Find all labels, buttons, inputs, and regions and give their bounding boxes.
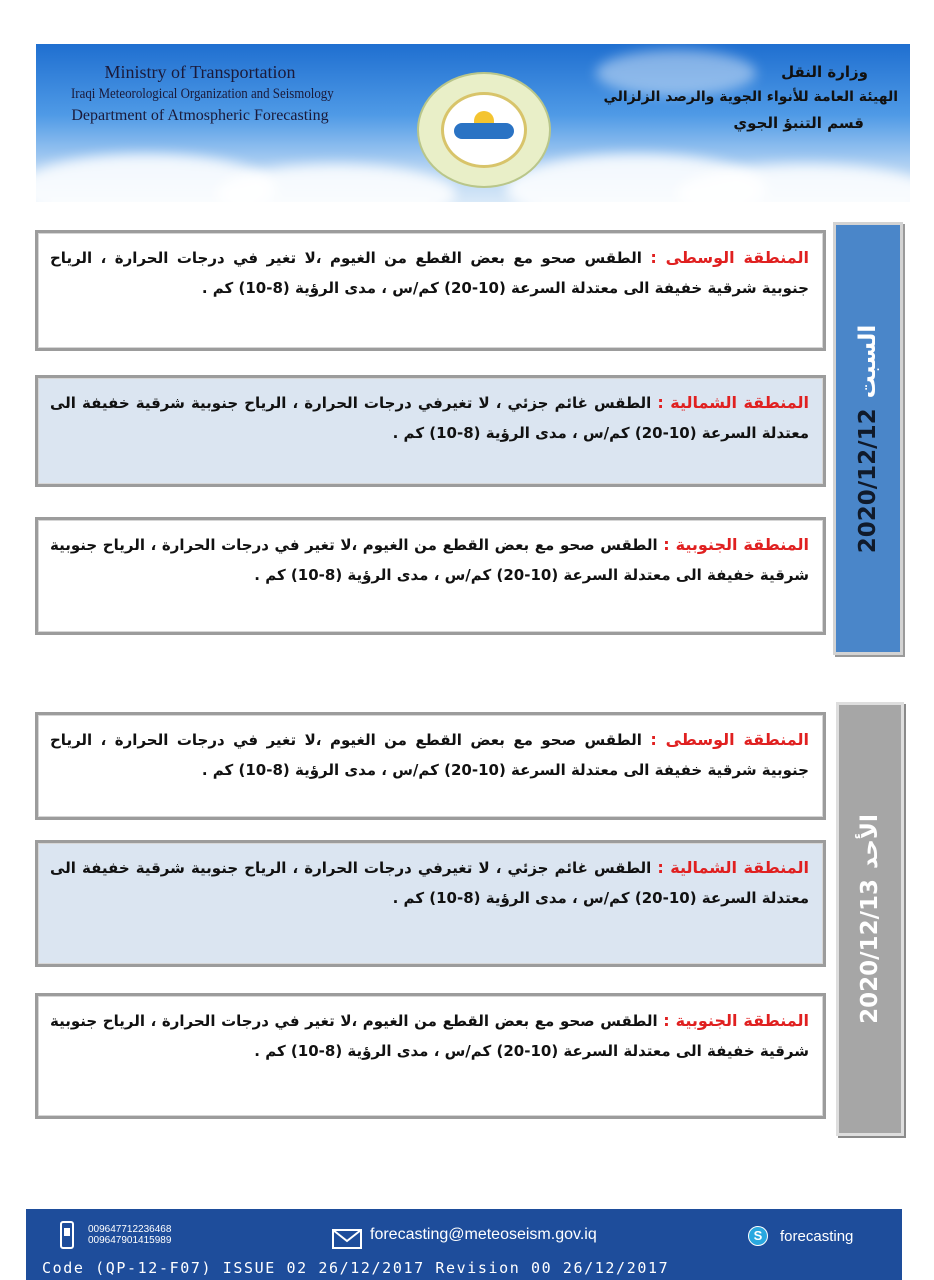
forecast-text: الطقس صحو مع بعض القطع من الغيوم ،لا تغير في درجات الحرارة ، الرياح جنوبية شرقية خفيفة الى معتدلة السرعة (10-20) كم/س ، مدى الرؤية (8-10) كم .: [50, 536, 809, 584]
organization-name-ar: الهيئة العامة للأنواء الجوية والرصد الزلزالي: [603, 89, 898, 105]
header-banner: [36, 44, 910, 202]
ministry-name-ar: وزارة النقل: [781, 63, 868, 81]
day-name: السبت: [855, 324, 881, 398]
forecast-text: الطقس غائم جزئي ، لا تغيرفي درجات الحرارة ، الرياح جنوبية شرقية خفيفة الى معتدلة السرعة (10-20) كم/س ، مدى الرؤية (8-10) كم .: [50, 394, 809, 442]
forecast-text: الطقس غائم جزئي ، لا تغيرفي درجات الحرارة ، الرياح جنوبية شرقية خفيفة الى معتدلة السرعة (10-20) كم/س ، مدى الرؤية (8-10) كم .: [50, 859, 809, 907]
forecast-box-north: [35, 375, 826, 487]
day-name: الأحد: [857, 814, 883, 870]
ministry-name-en: Ministry of Transportation: [104, 62, 296, 82]
phone-icon: [60, 1221, 74, 1249]
forecast-text: الطقس صحو مع بعض القطع من الغيوم ،لا تغير في درجات الحرارة ، الرياح جنوبية شرقية خفيفة الى معتدلة السرعة (10-20) كم/س ، مدى الرؤية (8-10) كم .: [50, 1012, 809, 1060]
forecast-box-central: [35, 230, 826, 351]
region-label: المنطقة الوسطى :: [650, 248, 810, 267]
forecast-text: الطقس صحو مع بعض القطع من الغيوم ،لا تغير في درجات الحرارة ، الرياح جنوبية شرقية خفيفة الى معتدلة السرعة (10-20) كم/س ، مدى الرؤية (8-10) كم .: [50, 731, 809, 779]
phone-number-2: 009647901415989: [88, 1235, 172, 1246]
region-label: المنطقة الجنوبية :: [663, 535, 809, 554]
phone-number-1: 009647712236468: [88, 1224, 172, 1235]
department-name-ar: قسم التنبؤ الجوي: [733, 114, 864, 132]
day-tab-saturday: [833, 222, 903, 655]
envelope-icon: [332, 1229, 362, 1249]
arabic-header: [603, 60, 898, 136]
skype-handle[interactable]: forecasting: [780, 1228, 854, 1245]
forecast-box-south: [35, 993, 826, 1119]
region-label: المنطقة الوسطى :: [650, 730, 810, 749]
day-date: 2020/12/12: [855, 407, 881, 553]
skype-icon: S: [748, 1226, 768, 1246]
forecast-box-south: [35, 517, 826, 635]
english-header: [50, 60, 350, 128]
day-date: 2020/12/13: [857, 879, 883, 1024]
forecast-box-north: [35, 840, 826, 967]
forecast-text: الطقس صحو مع بعض القطع من الغيوم ،لا تغير في درجات الحرارة ، الرياح جنوبية شرقية خفيفة الى معتدلة السرعة (10-20) كم/س ، مدى الرؤية (8-10) كم .: [50, 249, 809, 297]
region-label: المنطقة الشمالية :: [657, 393, 809, 412]
organization-logo: [417, 72, 551, 188]
logo-emblem-icon: [441, 92, 527, 168]
region-label: المنطقة الشمالية :: [657, 858, 809, 877]
day-tab-sunday: [836, 702, 904, 1136]
organization-name-en: Iraqi Meteorological Organization and Seismology: [71, 86, 334, 102]
region-label: المنطقة الجنوبية :: [663, 1011, 809, 1030]
phone-numbers: [88, 1224, 171, 1246]
email-link[interactable]: forecasting@meteoseism.gov.iq: [370, 1226, 597, 1243]
footer-bar: [26, 1209, 902, 1280]
document-code: Code (QP-12-F07) ISSUE 02 26/12/2017 Revision 00 26/12/2017: [42, 1259, 670, 1277]
department-name-en: Department of Atmospheric Forecasting: [71, 107, 329, 124]
forecast-box-central: [35, 712, 826, 820]
